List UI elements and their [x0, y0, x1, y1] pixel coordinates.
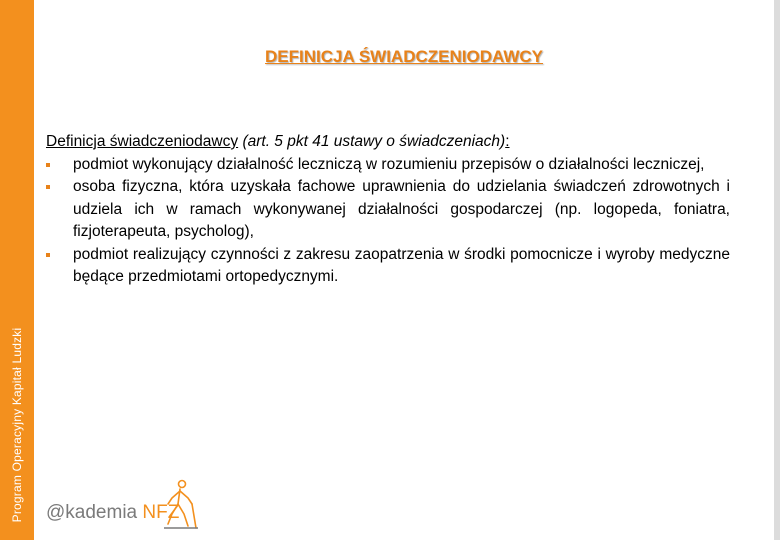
logo-text-accent: NFZ	[142, 502, 180, 523]
bullet-icon	[46, 253, 50, 257]
bullet-icon	[46, 185, 50, 189]
list-item-text: podmiot realizujący czynności z zakresu zaopatrzenia w środki pomocnicze i wyroby medyczne będące przedmiotami ortopedycznymi.	[73, 245, 730, 285]
slide-title: DEFINICJA ŚWIADCZENIODAWCY	[265, 47, 543, 66]
definition-term: Definicja świadczeniodawcy	[46, 133, 239, 150]
definition-reference: (art. 5 pkt 41 ustawy o świadczeniach)	[242, 133, 506, 150]
program-vertical-label: Program Operacyjny Kapitał Ludzki	[10, 327, 24, 523]
slide-content	[46, 131, 730, 289]
akademia-nfz-logo	[44, 478, 206, 534]
list-item	[46, 244, 730, 289]
logo-text-main: @kademia	[46, 502, 138, 523]
list-item-text: podmiot wykonujący działalność leczniczą w rozumieniu przepisów o działalności leczniczej,	[73, 155, 705, 173]
definition-list	[46, 154, 730, 289]
right-gray-bar	[774, 0, 780, 540]
logo-text	[46, 502, 179, 524]
definition-line	[46, 131, 730, 154]
walking-figure-icon	[162, 478, 204, 534]
bullet-icon	[46, 163, 50, 167]
definition-colon: :	[505, 133, 510, 150]
list-item-text: osoba fizyczna, która uzyskała fachowe uprawnienia do udzielania świadczeń zdrowotnych i udziela ich w ramach wykonywanej działalności gospodarczej (np. logopeda, foniatra, fizjoterapeuta, psycholog),	[73, 178, 730, 240]
list-item	[46, 154, 730, 177]
list-item	[46, 176, 730, 244]
